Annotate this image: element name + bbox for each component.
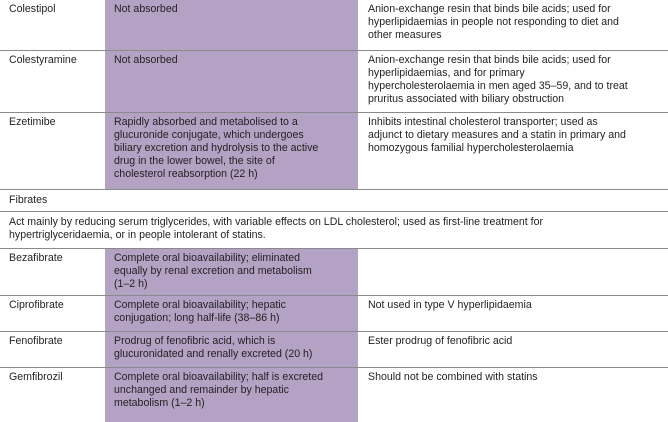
drug-name: Ezetimibe	[9, 116, 56, 128]
table-row	[0, 368, 668, 422]
table-row	[0, 332, 668, 368]
table-row	[0, 51, 668, 113]
section-description-row	[0, 212, 668, 249]
drug-name: Fenofibrate	[9, 335, 63, 347]
pharmacokinetics-cell: Not absorbed	[105, 51, 358, 112]
drug-name: Colestipol	[9, 3, 56, 15]
notes-cell: Anion-exchange resin that binds bile acids; used for hyperlipidaemias in people not responding to diet and other measures	[368, 3, 619, 41]
drug-name: Ciprofibrate	[9, 299, 64, 311]
notes-cell: Inhibits intestinal cholesterol transporter; used as adjunct to dietary measures and a statin in primary and homozygous familial hypercholesterolaemia	[368, 116, 626, 154]
section-description: Act mainly by reducing serum triglycerides, with variable effects on LDL cholesterol; used as first-line treatment for hypertriglyceridaemia, or in people intolerant of statins.	[9, 216, 544, 241]
section-heading: Fibrates	[9, 194, 48, 206]
pharmacokinetics-cell: Complete oral bioavailability; hepatic conjugation; long half-life (38–86 h)	[105, 296, 358, 331]
drug-name: Colestyramine	[9, 54, 77, 66]
notes-cell: Should not be combined with statins	[368, 371, 538, 383]
drug-name: Gemfibrozil	[9, 371, 63, 383]
drug-name: Bezafibrate	[9, 252, 63, 264]
notes-cell: Anion-exchange resin that binds bile acids; used for hyperlipidaemias, and for primary hypercholesterolaemia in men aged 35–59, and to treat pruritus associated with biliary obstruction	[368, 54, 628, 105]
pharmacokinetics-cell: Complete oral bioavailability; eliminated equally by renal excretion and metabolism (1–2 h)	[105, 249, 358, 295]
pharmacokinetics-cell: Complete oral bioavailability; half is excreted unchanged and remainder by hepatic metabolism (1–2 h)	[105, 368, 358, 422]
pharmacokinetics-cell: Rapidly absorbed and metabolised to a glucuronide conjugate, which undergoes biliary excretion and hydrolysis to the active drug in the lower bowel, the site of cholesterol reabsorption (22 h)	[105, 113, 358, 189]
notes-cell	[358, 249, 668, 295]
table-row	[0, 0, 668, 51]
pharmacokinetics-cell: Not absorbed	[105, 0, 358, 50]
table-row	[0, 296, 668, 332]
section-heading-row	[0, 190, 668, 212]
notes-cell: Not used in type V hyperlipidaemia	[368, 299, 532, 311]
table-row	[0, 113, 668, 190]
notes-cell: Ester prodrug of fenofibric acid	[368, 335, 513, 347]
pharmacokinetics-cell: Prodrug of fenofibric acid, which is glucuronidated and renally excreted (20 h)	[105, 332, 358, 367]
table-row	[0, 249, 668, 296]
